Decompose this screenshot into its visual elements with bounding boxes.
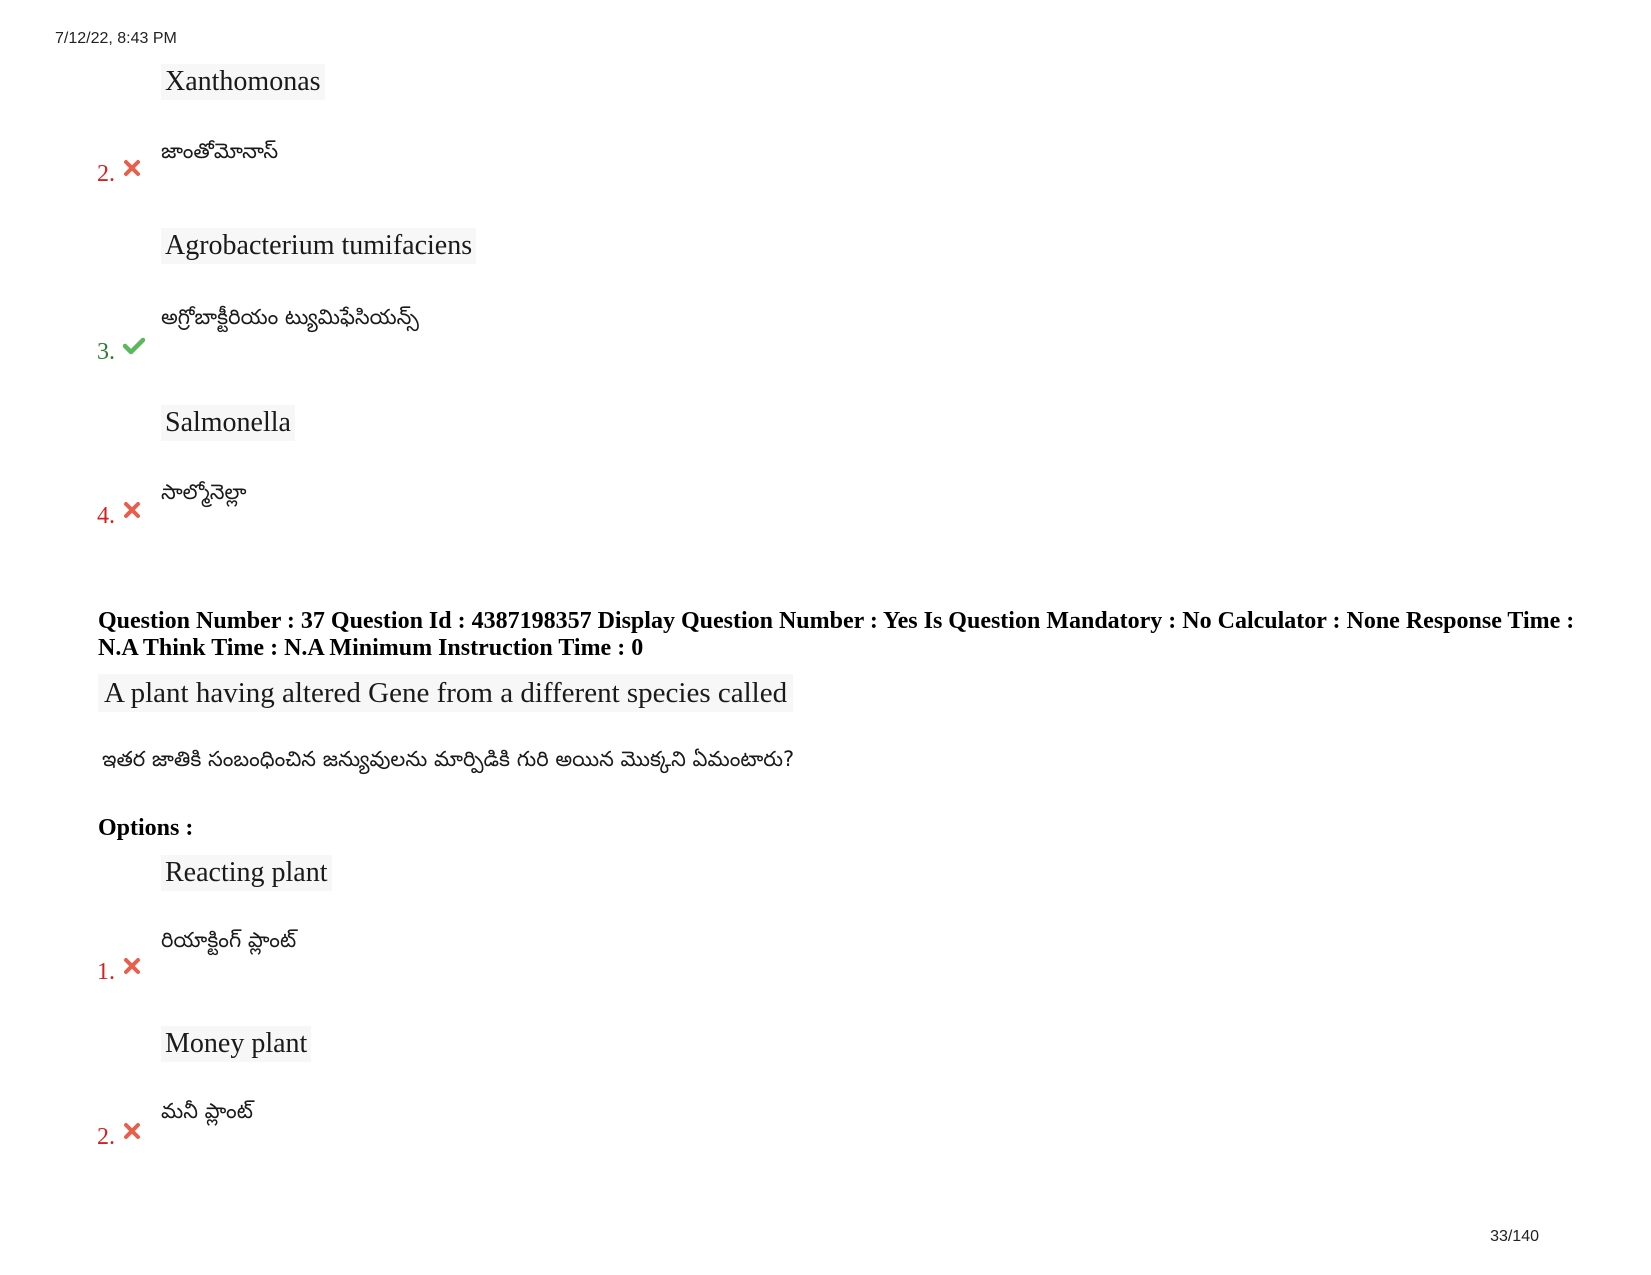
page-number: 33/140 <box>1490 1228 1539 1245</box>
option-number <box>97 338 145 366</box>
option-text-telugu: రియాక్టింగ్ ప్లాంట్ <box>161 928 297 952</box>
option-number-label: 4. <box>97 503 115 529</box>
option-number-label: 2. <box>97 1124 115 1150</box>
option-text-telugu: అగ్రోబాక్టీరియం ట్యుమిఫేసియన్స్ <box>161 305 419 329</box>
option-number <box>97 1123 141 1151</box>
option-text-telugu: జాంతోమోనాస్ <box>161 139 279 163</box>
option-number-label: 2. <box>97 161 115 187</box>
check-icon <box>123 337 145 355</box>
options-label: Options : <box>98 815 194 841</box>
option-text-english: Xanthomonas <box>161 64 325 100</box>
option-text-english: Reacting plant <box>161 855 332 891</box>
option-text-telugu: సాల్మోనెల్లా <box>161 480 247 504</box>
question-text-english: A plant having altered Gene from a different species called <box>98 674 793 712</box>
cross-icon <box>123 957 141 975</box>
cross-icon <box>123 501 141 519</box>
option-number <box>97 502 141 530</box>
question-metadata: Question Number : 37 Question Id : 4387198357 Display Question Number : Yes Is Question Mandatory : No Calculator : None Response Time : N.A Think Time : N.A Minimum Instruction Time : 0 <box>98 608 1575 661</box>
option-number-label: 3. <box>97 339 115 365</box>
question-text-telugu: ఇతర జాతికి సంబంధించిన జన్యువులను మార్పిడికి గురి అయిన మొక్కని ఏమంటారు? <box>102 747 795 771</box>
option-text-telugu: మనీ ప్లాంట్ <box>161 1099 253 1123</box>
option-number-label: 1. <box>97 959 115 985</box>
option-number <box>97 958 141 986</box>
print-timestamp: 7/12/22, 8:43 PM <box>55 30 177 47</box>
option-text-english: Agrobacterium tumifaciens <box>161 228 476 264</box>
option-text-english: Money plant <box>161 1026 311 1062</box>
option-number <box>97 160 141 188</box>
option-text-english: Salmonella <box>161 405 295 441</box>
cross-icon <box>123 159 141 177</box>
cross-icon <box>123 1122 141 1140</box>
